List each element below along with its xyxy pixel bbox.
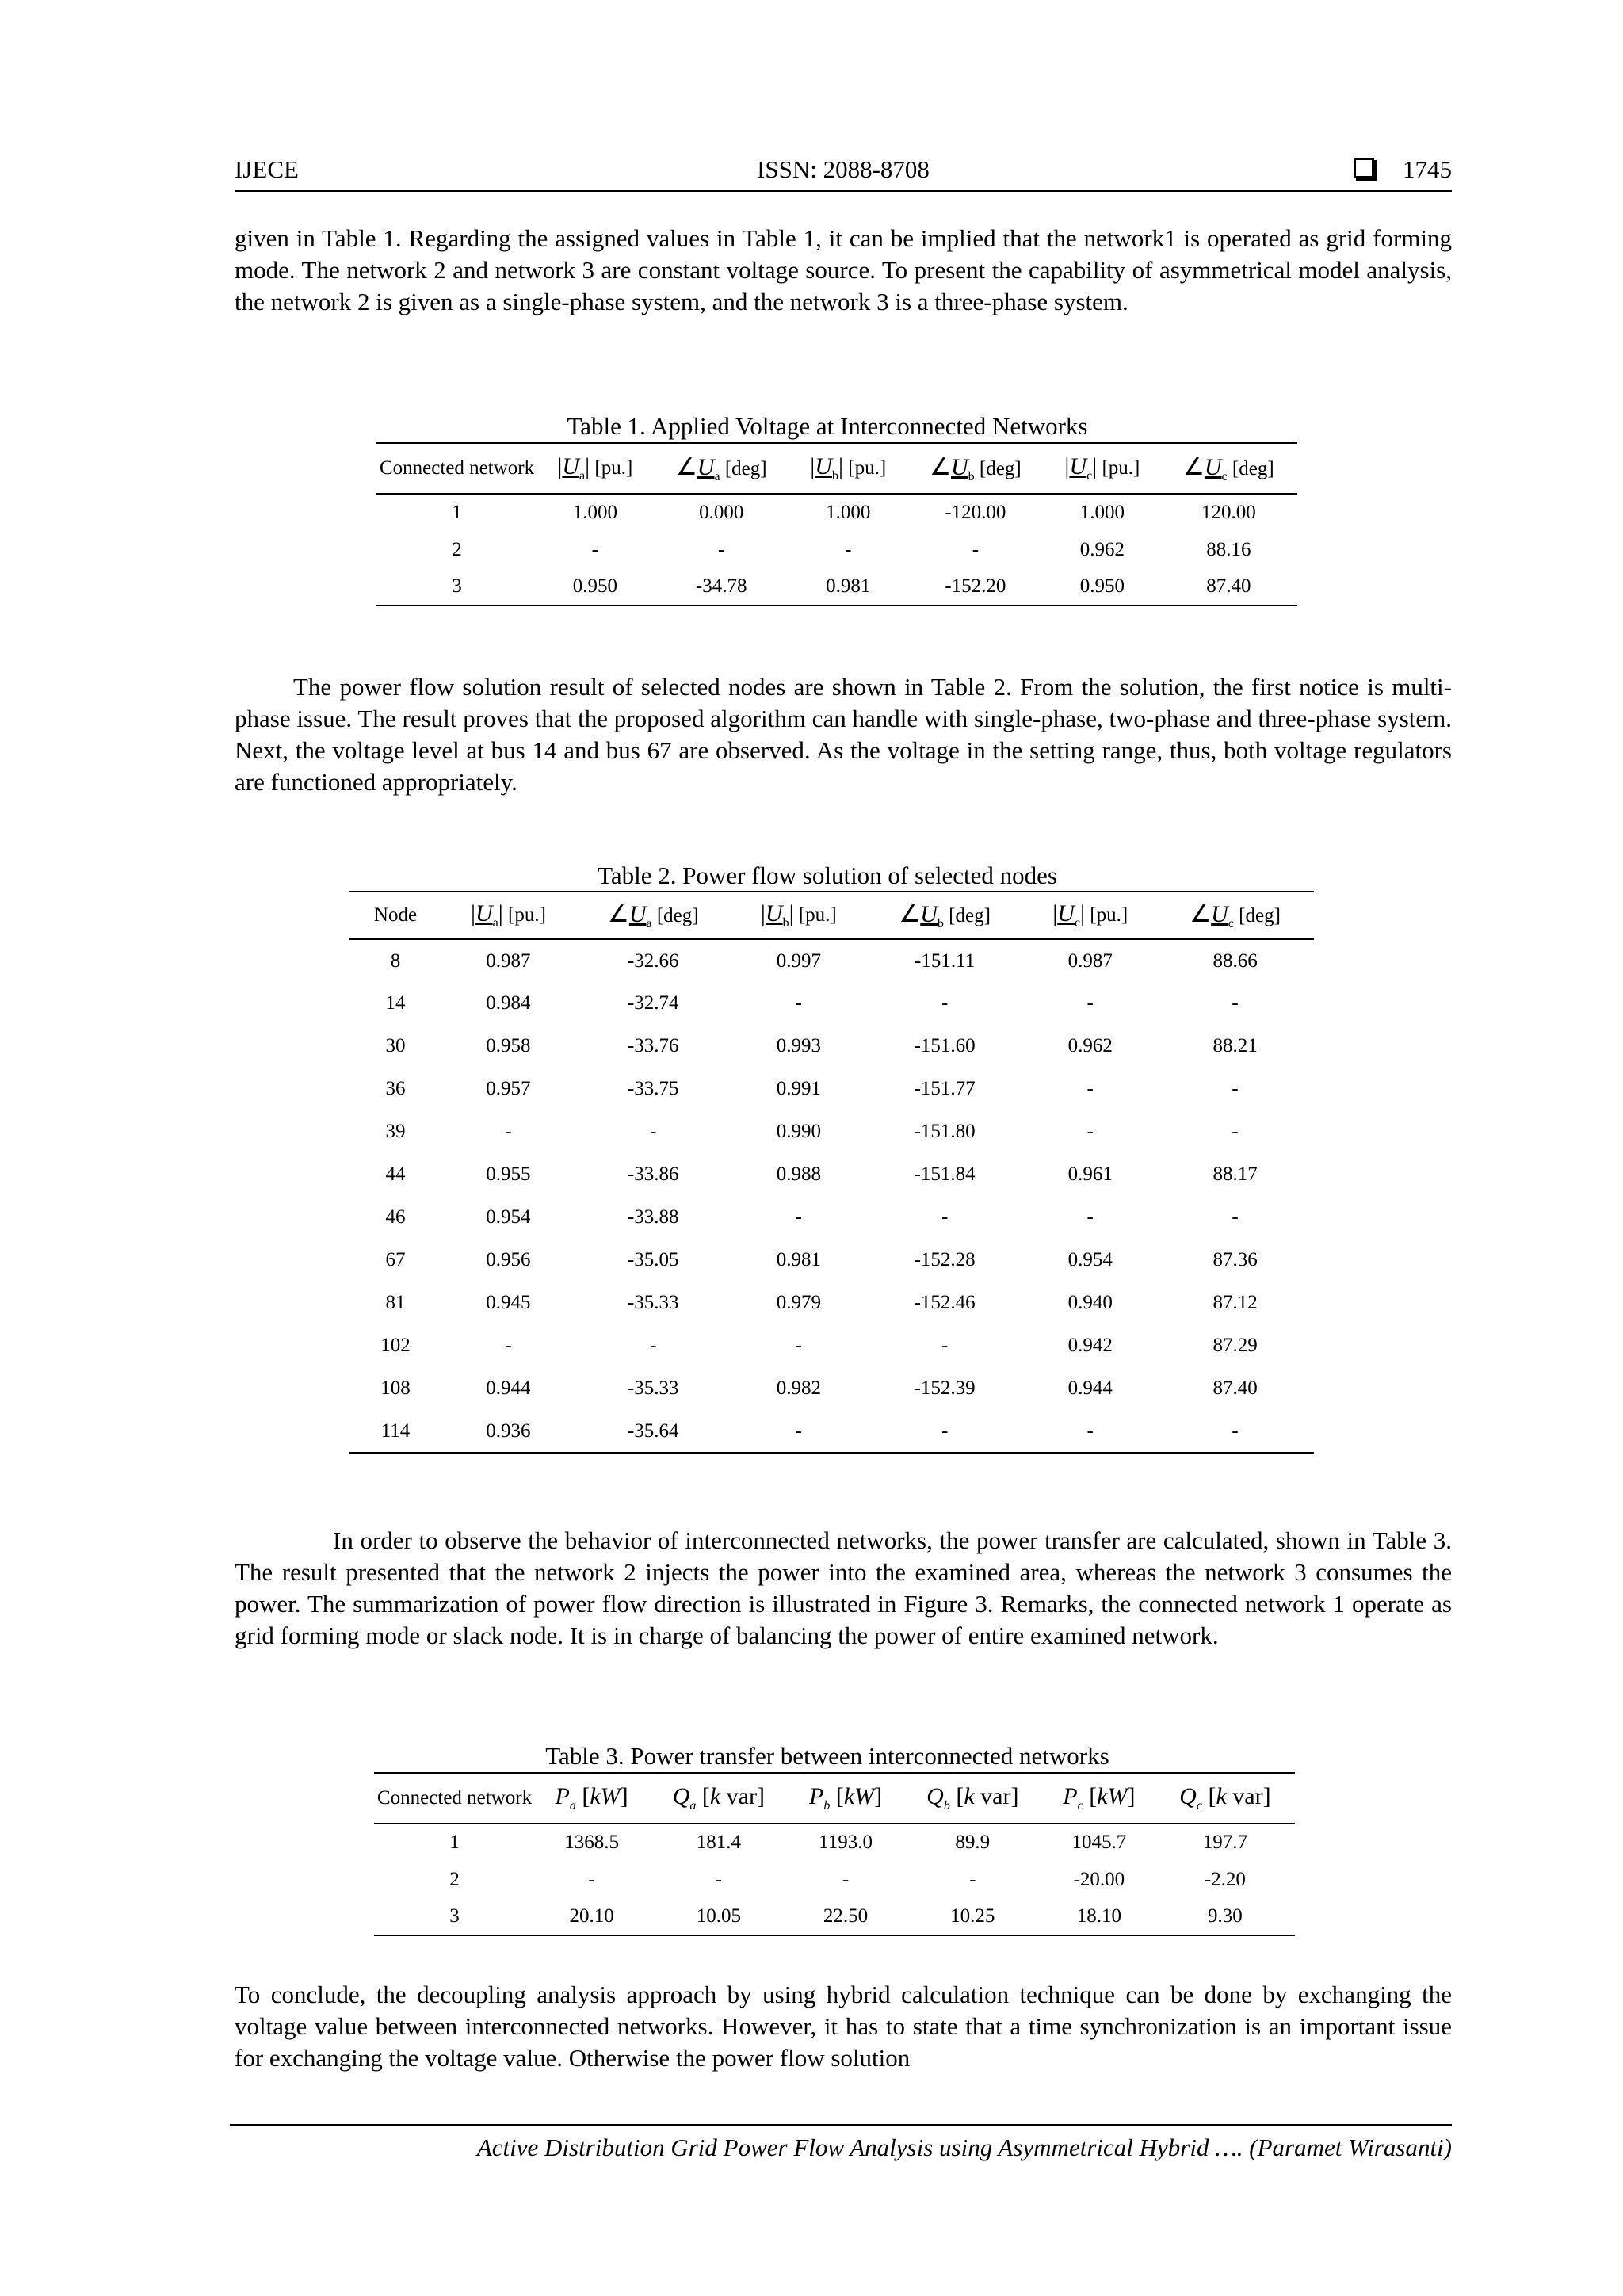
table-cell: 88.66 (1212, 949, 1258, 972)
table1 (376, 442, 1297, 606)
table-cell: 0.954 (486, 1206, 531, 1228)
paragraph-1: given in Table 1. Regarding the assigned values in Table 1, it can be implied that the network1 is operated as grid forming mode. The network 2 and network 3 are constant voltage source. To present the capability of asymmetrical model analysis, the network 2 is given as a single-phase system, and the network 3 is a three-phase system. (235, 224, 1452, 315)
table-cell: - (650, 1121, 657, 1142)
table-cell: 0.950 (572, 575, 617, 597)
table-cell: 0.984 (486, 992, 531, 1014)
table-cell: 2 (452, 538, 462, 560)
paragraph-2: The power flow solution result of selected nodes are shown in Table 2. From the solution, the first notice is multi-phase issue. The result proves that the proposed algorithm can handle with single-phase, two-phase and three-phase system. Next, the voltage level at bus 14 and bus 67 are observed. As the voltage in the setting range, thus, both voltage regulators are functioned appropriately. (235, 673, 1452, 796)
table2-header-uc-mag: $|U_c|$ [pu.] (1024, 892, 1156, 939)
table-cell: -151.80 (914, 1121, 976, 1142)
table-cell: 10.25 (950, 1905, 995, 1927)
table-cell: -152.28 (914, 1249, 976, 1270)
table-cell: -151.11 (915, 949, 976, 972)
table-cell: -33.86 (627, 1163, 679, 1185)
table-row (349, 1239, 1314, 1282)
table3-header-qa: $Q_a$ [k var] (648, 1773, 789, 1824)
table-cell: -35.05 (627, 1249, 679, 1270)
table-cell: -152.46 (914, 1292, 976, 1313)
table-cell: 87.40 (1206, 575, 1251, 597)
table-cell: 114 (380, 1419, 411, 1442)
table-cell: 0.988 (776, 1163, 821, 1185)
table-row (374, 1824, 1295, 1861)
table-cell: 0.987 (486, 949, 531, 972)
table-cell: 3 (449, 1905, 460, 1927)
table-cell: 1045.7 (1071, 1832, 1127, 1853)
table-cell: 2 (449, 1868, 460, 1890)
table-cell: -152.39 (914, 1377, 976, 1399)
table-cell: 1 (452, 502, 462, 523)
table-cell: 1.000 (826, 502, 871, 523)
table1-caption: Table 1. Applied Voltage at Interconnected Networks (567, 412, 1088, 440)
table-cell: 120.00 (1201, 502, 1256, 523)
table-cell: - (1232, 1078, 1239, 1099)
table-row (349, 939, 1314, 982)
table-cell: - (1086, 1121, 1094, 1142)
table-cell: -33.75 (627, 1078, 679, 1099)
table-cell: -32.74 (627, 992, 679, 1014)
table1-header-ub-mag: $|U_b|$ [pu.] (790, 443, 907, 494)
table-cell: - (591, 538, 598, 560)
table-cell: - (941, 1335, 949, 1356)
table-cell: -35.33 (627, 1292, 679, 1313)
table2-header-ua-mag: $|U_a|$ [pu.] (442, 892, 575, 939)
table-cell: -120.00 (945, 502, 1006, 523)
table-cell: 0.962 (1067, 1035, 1113, 1056)
journal-name: IJECE (235, 155, 299, 183)
table-cell: 0.987 (1067, 949, 1113, 972)
table-cell: 44 (385, 1163, 406, 1185)
table1-header-ua-ang: $\angle U_a$ [deg] (653, 443, 790, 494)
table-cell: 1.000 (1079, 502, 1125, 523)
table3-header-qc: $Q_c$ [k var] (1155, 1773, 1295, 1824)
table-cell: 0.981 (776, 1249, 821, 1270)
table-row (349, 1196, 1314, 1239)
table-cell: 87.36 (1212, 1249, 1258, 1270)
page-header (235, 155, 1452, 192)
table-cell: -33.88 (627, 1206, 679, 1228)
table-row (349, 1110, 1314, 1153)
table-row (349, 1153, 1314, 1196)
table-cell: 22.50 (823, 1905, 869, 1927)
paragraph-3: In order to observe the behavior of interconnected networks, the power transfer are calculated, shown in Table 3. The result presented that the network 2 injects the power into the examined area, whereas the network 3 consumes the power. The summarization of power flow direction is illustrated in Figure 3. Remarks, the connected network 1 operate as grid forming mode or slack node. It is in charge of balancing the power of entire examined network. (235, 1526, 1452, 1649)
paragraph-4: To conclude, the decoupling analysis approach by using hybrid calculation technique can be done by exchanging the voltage value between interconnected networks. However, it has to state that a time synchronization is an important issue for exchanging the voltage value. Otherwise the power flow solution (235, 1981, 1452, 2072)
checkbox-icon (1354, 158, 1374, 178)
table-cell: -151.60 (914, 1035, 976, 1056)
table3-caption: Table 3. Power transfer between interconnected networks (545, 1742, 1109, 1770)
table-cell: 0.993 (776, 1035, 821, 1056)
table-cell: 1.000 (572, 502, 617, 523)
table-row (349, 1068, 1314, 1110)
table-cell: - (650, 1335, 657, 1356)
issn: ISSN: 2088-8708 (757, 155, 930, 183)
table-cell: 0.981 (826, 575, 871, 597)
table-cell: 197.7 (1202, 1832, 1247, 1853)
table-cell: 0.990 (776, 1121, 821, 1142)
table1-header-uc-mag: $|U_c|$ [pu.] (1044, 443, 1159, 494)
table-cell: 0.982 (776, 1377, 821, 1399)
table1-header-network: Connected network (376, 443, 537, 494)
table-cell: - (845, 538, 852, 560)
table-cell: - (795, 1206, 802, 1228)
table-cell: 0.962 (1079, 538, 1125, 560)
table-cell: 0.955 (486, 1163, 531, 1185)
table-cell: - (795, 1335, 802, 1356)
table-cell: - (795, 1419, 802, 1442)
table-cell: 14 (385, 992, 406, 1014)
table2-header-uc-ang: $\angle U_c$ [deg] (1156, 892, 1314, 939)
table-row (374, 1861, 1295, 1898)
table-cell: 87.12 (1212, 1292, 1258, 1313)
table-cell: 0.940 (1067, 1292, 1113, 1313)
table3-header-pc: $P_c$ [kW] (1043, 1773, 1155, 1824)
table-cell: -32.66 (627, 949, 679, 972)
table-cell: -152.20 (945, 575, 1006, 597)
table-cell: 36 (385, 1078, 406, 1099)
table2 (349, 891, 1314, 1454)
table-row (349, 982, 1314, 1025)
table-cell: -2.20 (1204, 1868, 1246, 1890)
table-cell: 89.9 (955, 1832, 991, 1853)
table-cell: -35.33 (627, 1377, 679, 1399)
table-cell: - (1086, 1419, 1094, 1442)
table3-header-pa: $P_a$ [kW] (535, 1773, 648, 1824)
table2-header-ub-mag: $|U_b|$ [pu.] (732, 892, 865, 939)
table-cell: 87.29 (1212, 1335, 1258, 1356)
table-cell: 3 (452, 575, 462, 597)
table-cell: - (718, 538, 725, 560)
table-row (374, 1898, 1295, 1935)
table2-caption: Table 2. Power flow solution of selected nodes (598, 861, 1057, 889)
table-row (349, 1025, 1314, 1068)
table-row (376, 568, 1297, 606)
table-cell: 8 (390, 949, 401, 972)
running-title: Active Distribution Grid Power Flow Analysis using Asymmetrical Hybrid …. (Paramet Wirasanti) (476, 2134, 1452, 2161)
table-cell: 0.936 (486, 1419, 531, 1442)
table-cell: - (1086, 1206, 1094, 1228)
table-cell: - (795, 992, 802, 1014)
table-cell: 0.944 (486, 1377, 531, 1399)
table-cell: 1368.5 (564, 1832, 619, 1853)
table-cell: 1193.0 (819, 1832, 873, 1853)
table-cell: 81 (385, 1292, 406, 1313)
table-cell: 0.956 (486, 1249, 531, 1270)
table2-header-ub-ang: $\angle U_b$ [deg] (865, 892, 1024, 939)
table-cell: -34.78 (695, 575, 747, 597)
table-cell: 0.991 (776, 1078, 821, 1099)
table-cell: 67 (385, 1249, 406, 1270)
table2-header-ua-ang: $\angle U_a$ [deg] (575, 892, 732, 939)
table3-header-qb: $Q_b$ [k var] (903, 1773, 1043, 1824)
page-number: 1745 (1403, 155, 1452, 183)
table-cell: 30 (385, 1035, 406, 1056)
table-cell: 0.954 (1067, 1249, 1113, 1270)
table-cell: 9.30 (1208, 1905, 1243, 1927)
table-cell: 88.17 (1212, 1163, 1258, 1185)
table-cell: 0.944 (1067, 1377, 1113, 1399)
table-cell: - (1232, 1419, 1239, 1442)
table-cell: - (505, 1335, 512, 1356)
table2-header-node: Node (349, 892, 442, 939)
table-cell: - (941, 1206, 949, 1228)
table-cell: - (1232, 1206, 1239, 1228)
table-cell: - (941, 1419, 949, 1442)
table-cell: 102 (380, 1335, 411, 1356)
table-cell: 0.979 (776, 1292, 821, 1313)
table-cell: 87.40 (1212, 1377, 1258, 1399)
table-row (349, 1282, 1314, 1324)
table-cell: - (588, 1868, 595, 1890)
table3-header-network: Connected network (374, 1773, 535, 1824)
table-cell: -20.00 (1073, 1868, 1125, 1890)
table-cell: - (1086, 1078, 1094, 1099)
table-cell: 0.957 (486, 1078, 531, 1099)
table-cell: -35.64 (627, 1419, 679, 1442)
table-cell: 181.4 (696, 1832, 741, 1853)
table-cell: 0.961 (1067, 1163, 1113, 1185)
table-row (349, 1367, 1314, 1410)
table-cell: 39 (385, 1121, 406, 1142)
page-number-group (1354, 155, 1452, 184)
table-cell: - (941, 992, 949, 1014)
table-cell: - (505, 1121, 512, 1142)
table-cell: - (972, 538, 980, 560)
table-cell: - (1232, 1121, 1239, 1142)
table-cell: - (1232, 992, 1239, 1014)
table-row (376, 531, 1297, 568)
table-cell: - (715, 1868, 722, 1890)
table-cell: 10.05 (696, 1905, 741, 1927)
table-cell: 88.21 (1212, 1035, 1258, 1056)
table-row (349, 1410, 1314, 1453)
table-row (349, 1324, 1314, 1367)
table-cell: 20.10 (569, 1905, 614, 1927)
table-cell: 1 (449, 1832, 460, 1853)
table-cell: 88.16 (1206, 538, 1251, 560)
table-cell: 46 (385, 1206, 406, 1228)
table3 (374, 1772, 1295, 1936)
table-cell: 0.000 (699, 502, 744, 523)
table-cell: 0.958 (486, 1035, 531, 1056)
table-cell: -33.76 (627, 1035, 679, 1056)
table-cell: - (1086, 992, 1094, 1014)
table1-header-ub-ang: $\angle U_b$ [deg] (907, 443, 1045, 494)
table3-header-pb: $P_b$ [kW] (789, 1773, 903, 1824)
table-row (376, 494, 1297, 531)
table1-header-ua-mag: $|U_a|$ [pu.] (537, 443, 652, 494)
table-cell: -151.77 (914, 1078, 976, 1099)
table-cell: - (969, 1868, 976, 1890)
table-cell: - (842, 1868, 850, 1890)
table-cell: 0.950 (1079, 575, 1125, 597)
table1-header-uc-ang: $\angle U_c$ [deg] (1160, 443, 1297, 494)
page-footer (230, 2124, 1452, 2162)
table-cell: 18.10 (1076, 1905, 1122, 1927)
table-cell: -151.84 (914, 1163, 976, 1185)
table-cell: 0.945 (486, 1292, 531, 1313)
table-cell: 0.942 (1067, 1335, 1113, 1356)
table-cell: 108 (380, 1377, 411, 1399)
table-cell: 0.997 (776, 949, 821, 972)
